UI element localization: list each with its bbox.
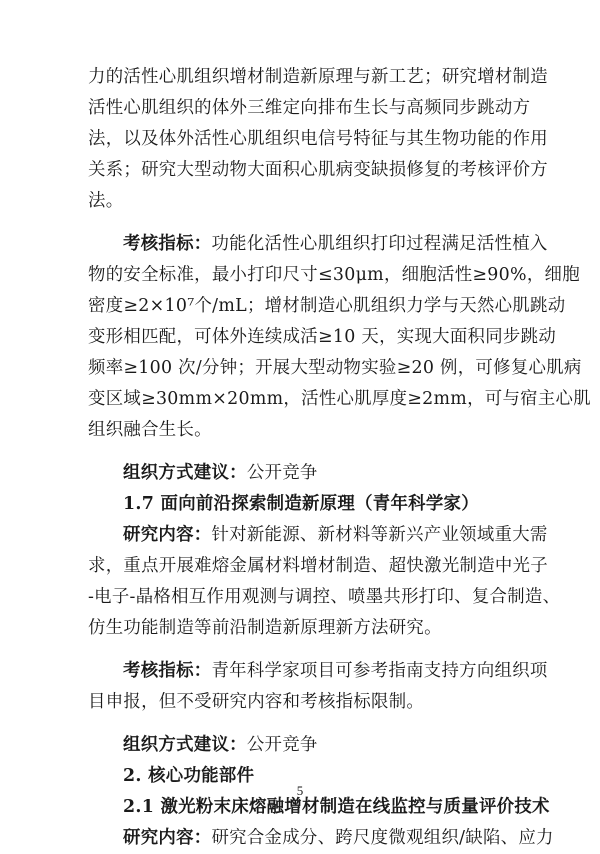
research-label: 研究内容： [123,525,212,545]
research-text: 针对新能源、新材料等新兴产业领域重大需 [211,525,548,545]
section-heading-2-1: 2.1 激光粉末床熔融增材制造在线监控与质量评价技术 [123,797,550,817]
assessment-text: 功能化活性心肌组织打印过程满足活性植入 [211,234,548,254]
text-line: 密度≥2×10⁷个/mL；增材制造心肌组织力学与天然心肌跳动 [88,296,566,316]
assessment-text: 青年科学家项目可参考指南支持方向组织项 [211,661,548,681]
text-line: 关系；研究大型动物大面积心肌病变缺损修复的考核评价方 [88,160,548,180]
text-line [88,520,548,551]
text-line: 物的安全标准，最小打印尺寸≤30μm，细胞活性≥90%，细胞 [88,265,580,285]
assessment-label: 考核指标： [123,661,212,681]
text-line: 求，重点开展难熔金属材料增材制造、超快激光制造中光子 [88,556,548,576]
section-heading-2: 2. 核心功能部件 [123,766,255,786]
text-line: 频率≥100 次/分钟；开展大型动物实验≥20 例，可修复心肌病 [88,358,582,378]
paragraph-research-continuation [88,62,548,217]
paragraph-assessment-indicators [88,229,591,446]
text-line: 法。 [88,191,124,211]
text-line [88,656,548,687]
text-line: 力的活性心肌组织增材制造新原理与新工艺；研究增材制造 [88,67,548,87]
text-line: -电子-晶格相互作用观测与调控、喷墨共形打印、复合制造、 [88,587,561,607]
text-line: 活性心肌组织的体外三维定向排布生长与高频同步跳动方 [88,98,531,118]
text-line: 组织融合生长。 [88,420,212,440]
organization-label: 组织方式建议： [123,463,247,483]
research-label: 研究内容： [123,828,212,848]
text-line: 仿生功能制造等前沿制造新原理新方法研究。 [88,618,442,638]
research-text: 研究合金成分、跨尺度微观组织/缺陷、应力 [211,828,554,848]
text-line: 目申报，但不受研究内容和考核指标限制。 [88,692,425,712]
organization-label: 组织方式建议： [123,735,247,755]
page-number: 5 [296,783,304,798]
text-line [88,229,548,260]
text-line: 法，以及体外活性心肌组织电信号特征与其生物功能的作用 [88,129,548,149]
paragraph-research-content-2 [88,823,554,854]
paragraph-organization-method-2 [88,730,518,761]
organization-text: 公开竞争 [246,735,318,755]
text-line: 变形相匹配，可体外连续成活≥10 天，实现大面积同步跳动 [88,327,557,347]
paragraph-assessment-indicators-2 [88,656,548,718]
paragraph-research-content [88,520,561,644]
assessment-label: 考核指标： [123,234,212,254]
document-body [88,62,591,854]
organization-text: 公开竞争 [246,463,318,483]
paragraph-organization-method [88,458,518,489]
text-line: 变区域≥30mm×20mm，活性心肌厚度≥2mm，可与宿主心肌 [88,389,591,409]
section-heading-1-7: 1.7 面向前沿探索制造新原理（青年科学家） [123,494,479,514]
